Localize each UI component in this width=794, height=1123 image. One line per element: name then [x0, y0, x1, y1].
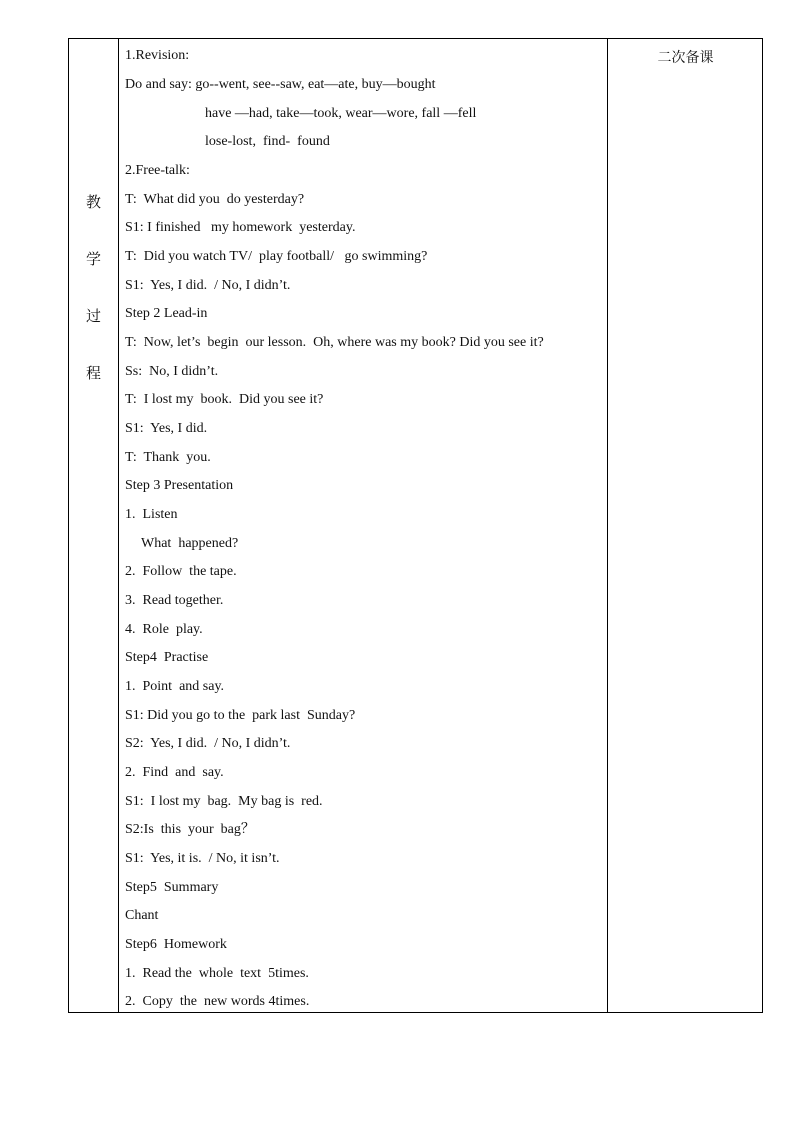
lesson-plan-table — [68, 38, 763, 1013]
section-label-column — [69, 39, 118, 1012]
content-line: S1: Yes, it is. / No, it isn’t. — [125, 851, 280, 866]
content-line: 4. Role play. — [125, 622, 203, 637]
content-line: 2. Follow the tape. — [125, 564, 237, 579]
section-label-char: 学 — [85, 250, 101, 268]
content-line: T: I lost my book. Did you see it? — [125, 392, 324, 407]
content-line: Ss: No, I didn’t. — [125, 364, 219, 379]
content-line: Chant — [125, 908, 159, 923]
content-line: T: Did you watch TV/ play football/ go swimming? — [125, 249, 428, 264]
content-line: T: Now, let’s begin our lesson. Oh, where was my book? Did you see it? — [125, 335, 544, 350]
content-line: 2.Free-talk: — [125, 163, 190, 178]
section-label-char: 教 — [85, 193, 101, 211]
content-line: Do and say: go--went, see--saw, eat—ate, buy—bought — [125, 77, 436, 92]
content-line: S1: Did you go to the park last Sunday? — [125, 708, 356, 723]
content-line: Step4 Practise — [125, 650, 209, 665]
content-line: lose-lost, find- found — [205, 134, 330, 149]
second-prep-header: 二次备课 — [657, 50, 714, 66]
content-line: 2. Find and say. — [125, 765, 224, 780]
content-line: 2. Copy the new words 4times. — [125, 994, 310, 1009]
content-line: Step 3 Presentation — [125, 478, 234, 493]
content-line: 3. Read together. — [125, 593, 224, 608]
column-divider-left — [118, 39, 119, 1012]
content-line: 1. Point and say. — [125, 679, 225, 694]
content-line: What happened? — [141, 536, 239, 551]
content-line: T: Thank you. — [125, 450, 211, 465]
content-line: S1: I finished my homework yesterday. — [125, 220, 356, 235]
content-line: 1. Listen — [125, 507, 178, 522]
section-label-char: 程 — [85, 364, 101, 382]
section-label-char: 过 — [85, 307, 101, 325]
content-line: S2:Is this your bag？ — [125, 822, 255, 837]
column-divider-right — [607, 39, 608, 1012]
content-line: Step6 Homework — [125, 937, 227, 952]
content-line: S1: Yes, I did. — [125, 421, 208, 436]
content-line: Step5 Summary — [125, 880, 219, 895]
content-line: 1.Revision: — [125, 48, 190, 63]
content-line: T: What did you do yesterday? — [125, 192, 305, 207]
content-line: Step 2 Lead-in — [125, 306, 208, 321]
content-line: S1: Yes, I did. / No, I didn’t. — [125, 278, 291, 293]
content-line: 1. Read the whole text 5times. — [125, 966, 309, 981]
content-line: S1: I lost my bag. My bag is red. — [125, 794, 323, 809]
content-line: have —had, take—took, wear—wore, fall —fell — [205, 106, 477, 121]
content-line: S2: Yes, I did. / No, I didn’t. — [125, 736, 291, 751]
